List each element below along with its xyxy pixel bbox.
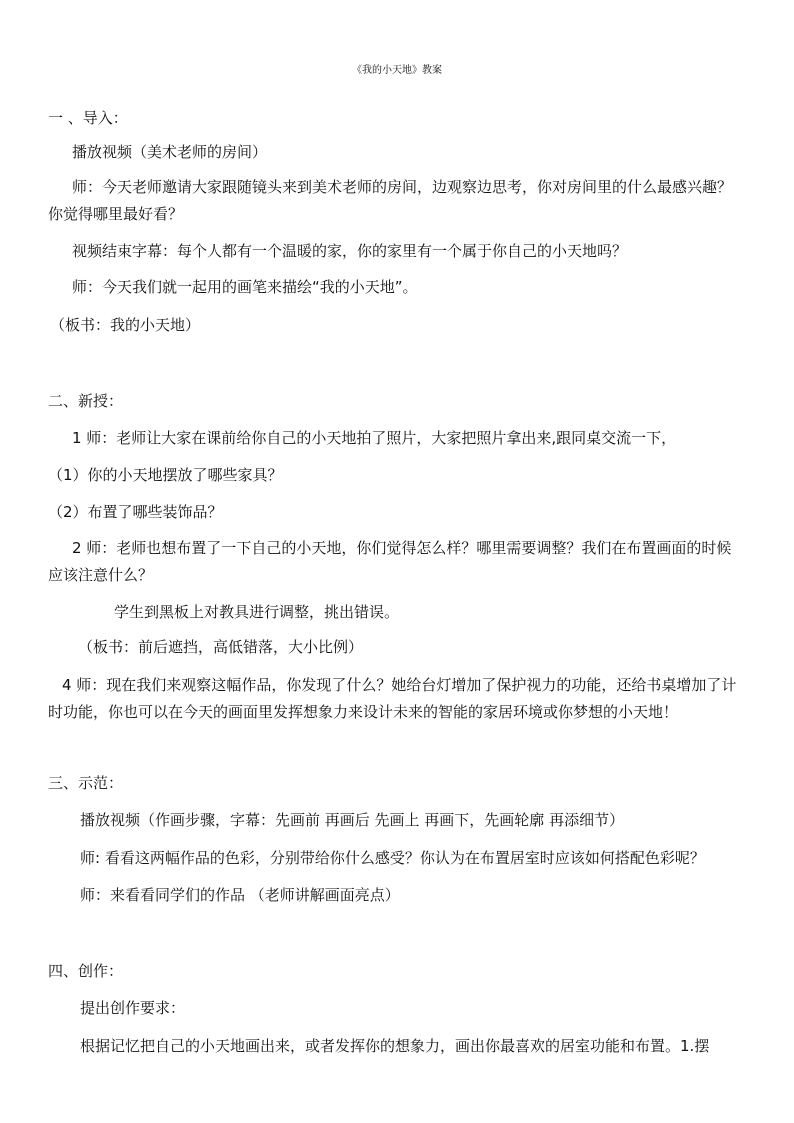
new-lesson-paragraph-1: 1 师：老师让大家在课前给你自己的小天地拍了照片，大家把照片拿出来,跟同桌交流一下， [72,429,677,447]
section-heading-create: 四、创作： [48,962,124,980]
section-heading-intro: 一 、导入： [48,109,128,127]
intro-paragraph-1: 播放视频（美术老师的房间） [72,143,268,161]
new-lesson-paragraph-5: 学生到黑板上对教具进行调整，挑出错误。 [114,603,400,621]
new-lesson-paragraph-2: （1）你的小天地摆放了哪些家具？ [48,466,283,484]
section-heading-new-lesson: 二、新授： [48,392,124,410]
document-title: 《我的小天地》教案 [352,65,442,76]
demo-paragraph-1: 播放视频（作画步骤，字幕：先画前 再画后 先画上 再画下，先画轮廓 再添细节） [80,811,625,829]
demo-paragraph-2: 师: 看看这两幅作品的色彩，分别带给你什么感受？你认为在布置居室时应该如何搭配色彩呢？ [80,849,705,867]
new-lesson-paragraph-6: （板书：前后遮挡，高低错落，大小比例） [78,638,364,656]
create-paragraph-1: 提出创作要求： [80,999,186,1017]
demo-paragraph-3: 师：来看看同学们的作品 （老师讲解画面亮点） [80,886,400,904]
intro-paragraph-5: （板书：我的小天地） [50,316,201,334]
new-lesson-paragraph-3: （2）布置了哪些装饰品？ [48,503,223,521]
intro-paragraph-2: 师：今天老师邀请大家跟随镜头来到美术老师的房间，边观察边思考，你对房间里的什么最感兴趣？你觉得哪里最好看？ [48,178,733,223]
section-heading-demo: 三、示范： [48,774,124,792]
intro-paragraph-4: 师：今天我们就一起用的画笔来描绘“我的小天地”。 [72,278,418,296]
intro-paragraph-3: 视频结束字幕：每个人都有一个温暖的家，你的家里有一个属于你自己的小天地吗？ [72,242,628,260]
new-lesson-paragraph-7: 4 师：现在我们来观察这幅作品，你发现了什么？她给台灯增加了保护视力的功能，还给书桌增加了计时功能，你也可以在今天的画面里发挥想象力来设计未来的智能的家居环境或你梦想的小天地！ [48,676,737,721]
create-paragraph-2: 根据记忆把自己的小天地画出来，或者发挥你的想象力，画出你最喜欢的居室功能和布置。1.摆 [80,1037,710,1055]
new-lesson-paragraph-4: 2 师：老师也想布置了一下自己的小天地，你们觉得怎么样？哪里需要调整？我们在布置画面的时候应该注意什么？ [48,539,732,584]
